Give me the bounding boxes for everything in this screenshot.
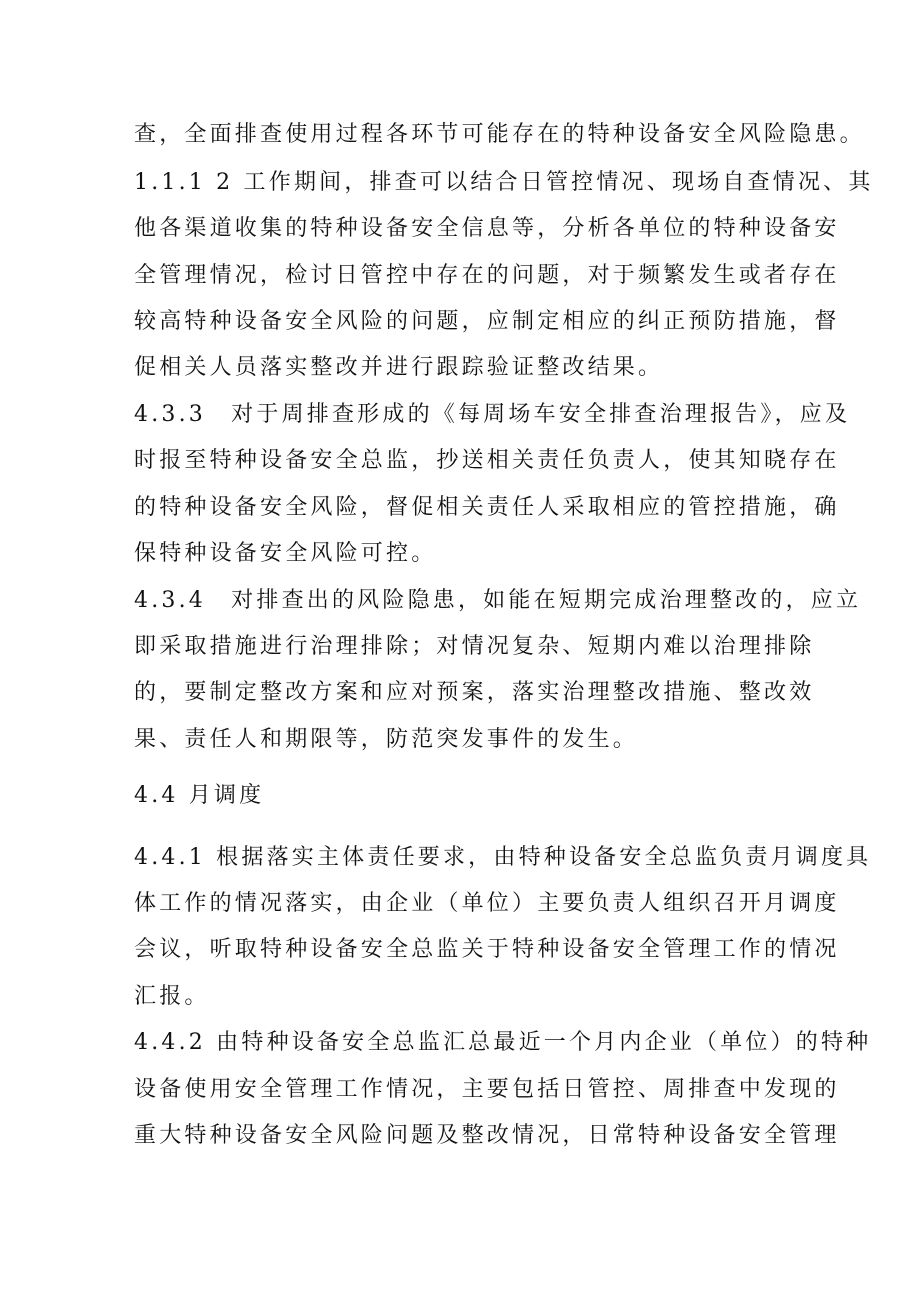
section-heading-4-4-1: 4.4.1 根据落实主体责任要求，由特种设备安全总监负责月调度具 xyxy=(134,845,872,870)
text-line: 会议，听取特种设备安全总监关于特种设备安全管理工作的情况 xyxy=(134,937,840,962)
text-line: 时报至特种设备安全总监，抄送相关责任负责人，使其知晓存在 xyxy=(134,448,840,473)
text-line: 即采取措施进行治理排除；对情况复杂、短期内难以治理排除 xyxy=(134,634,815,659)
text-line: 设备使用安全管理工作情况，主要包括日管控、周排查中发现的 xyxy=(134,1077,840,1102)
section-heading-4-4-2: 4.4.2 由特种设备安全总监汇总最近一个月内企业（单位）的特种 xyxy=(134,1030,872,1055)
section-title-4-4: 4.4 月调度 xyxy=(134,783,265,808)
text-line: 果、责任人和期限等，防范突发事件的发生。 xyxy=(134,727,639,752)
text-line: 较高特种设备安全风险的问题，应制定相应的纠正预防措施，督 xyxy=(134,309,840,334)
text-line: 的特种设备安全风险，督促相关责任人采取相应的管控措施，确 xyxy=(134,495,840,520)
text-line: 查，全面排查使用过程各环节可能存在的特种设备安全风险隐患。 xyxy=(134,122,865,147)
text-line: 保特种设备安全风险可控。 xyxy=(134,541,437,566)
text-line: 他各渠道收集的特种设备安全信息等，分析各单位的特种设备安 xyxy=(134,216,840,241)
text-line: 汇报。 xyxy=(134,984,210,1009)
text-line: 促相关人员落实整改并进行跟踪验证整改结果。 xyxy=(134,355,664,380)
text-line: 体工作的情况落实，由企业（单位）主要负责人组织召开月调度 xyxy=(134,891,840,916)
section-heading-4-3-3: 4.3.3 对于周排查形成的《每周场车安全排查治理报告》，应及 xyxy=(134,402,851,427)
text-line: 的，要制定整改方案和应对预案，落实治理整改措施、整改效 xyxy=(134,680,815,705)
text-line: 1.1.1 2 工作期间，排查可以结合日管控情况、现场自查情况、其 xyxy=(134,170,874,195)
section-heading-4-3-4: 4.3.4 对排查出的风险隐患，如能在短期完成治理整改的，应立 xyxy=(134,588,862,613)
text-line: 全管理情况，检讨日管控中存在的问题，对于频繁发生或者存在 xyxy=(134,263,840,288)
text-line: 重大特种设备安全风险问题及整改情况，日常特种设备安全管理 xyxy=(134,1123,840,1148)
